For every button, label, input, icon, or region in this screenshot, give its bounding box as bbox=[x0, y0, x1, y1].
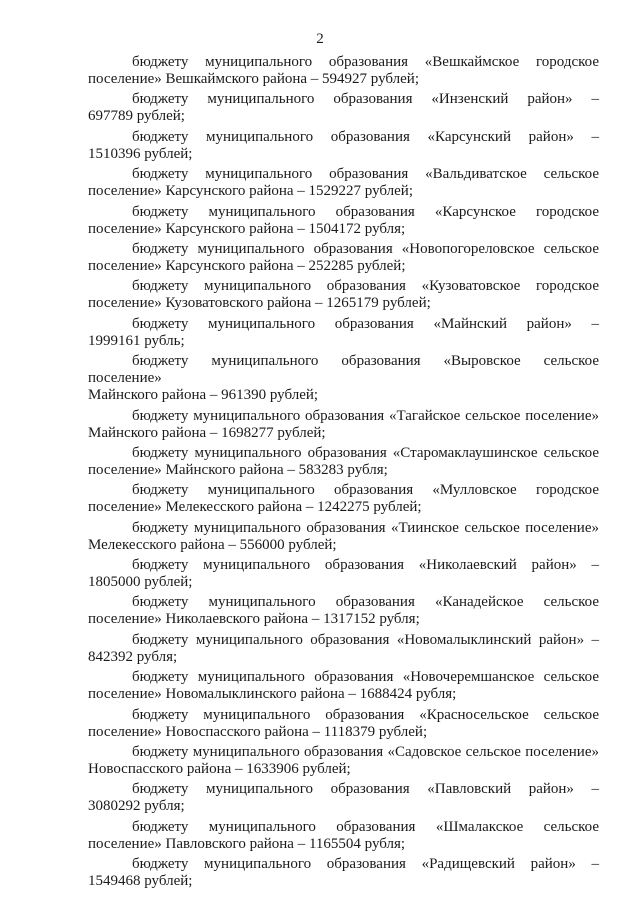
list-item bbox=[88, 856, 599, 890]
list-item bbox=[88, 445, 599, 479]
entry-first-line: бюджету муниципального образования «Мулловское городское bbox=[132, 482, 599, 499]
list-item bbox=[88, 278, 599, 312]
entry-second-line: поселение» Карсунского района – 1504172 рубля; bbox=[88, 220, 406, 237]
entry-first-line: бюджету муниципального образования «Новопогореловское сельское bbox=[132, 240, 599, 257]
list-item bbox=[88, 54, 599, 88]
list-item bbox=[88, 166, 599, 200]
page-number: 2 bbox=[316, 31, 324, 47]
entry-first-line: бюджету муниципального образования «Карсунский район» – bbox=[132, 128, 599, 145]
list-item bbox=[88, 819, 599, 853]
entry-second-line: поселение» Вешкаймского района – 594927 рублей; bbox=[88, 71, 419, 87]
entry-first-line: бюджету муниципального образования «Новочеремшанское сельское bbox=[132, 669, 599, 686]
entry-second-line: поселение» Майнского района – 583283 рубля; bbox=[88, 461, 388, 478]
entry-second-line: Майнского района – 961390 рублей; bbox=[88, 387, 319, 404]
entry-first-line: бюджету муниципального образования «Майнский район» – bbox=[132, 315, 599, 332]
entry-second-line: 842392 рубля; bbox=[88, 648, 178, 665]
list-item bbox=[88, 353, 599, 404]
list-item bbox=[88, 632, 599, 666]
list-item bbox=[88, 408, 599, 442]
entry-first-line: бюджету муниципального образования «Кузоватовское городское bbox=[132, 278, 599, 295]
entry-first-line: бюджету муниципального образования «Вешкаймское городское bbox=[132, 54, 599, 70]
entry-first-line: бюджету муниципального образования «Радищевский район» – bbox=[132, 856, 599, 873]
entry-first-line: бюджету муниципального образования «Шмалакское сельское bbox=[132, 818, 599, 835]
entry-second-line: поселение» Карсунского района – 1529227 рублей; bbox=[88, 183, 413, 200]
entry-first-line: бюджету муниципального образования «Карсунское городское bbox=[132, 203, 599, 220]
entry-first-line: бюджету муниципального образования «Тиинское сельское поселение» bbox=[132, 519, 599, 536]
list-item bbox=[88, 316, 599, 350]
entry-first-line: бюджету муниципального образования «Новомалыклинский район» – bbox=[132, 631, 599, 648]
list-item bbox=[88, 129, 599, 163]
entry-first-line: бюджету муниципального образования «Павловский район» – bbox=[132, 781, 599, 798]
entry-second-line: Мелекесского района – 556000 рублей; bbox=[88, 536, 337, 553]
list-item bbox=[88, 744, 599, 778]
entry-second-line: поселение» Кузоватовского района – 1265179 рублей; bbox=[88, 295, 431, 312]
entry-second-line: поселение» Карсунского района – 252285 рублей; bbox=[88, 257, 406, 274]
entry-first-line: бюджету муниципального образования «Николаевский район» – bbox=[132, 557, 599, 574]
entry-second-line: 1549468 рублей; bbox=[88, 873, 193, 890]
list-item bbox=[88, 707, 599, 741]
entry-first-line: бюджету муниципального образования «Тагайское сельское поселение» bbox=[132, 407, 599, 424]
entry-first-line: бюджету муниципального образования «Выровское сельское поселение» bbox=[88, 353, 599, 387]
entry-first-line: бюджету муниципального образования «Красносельское сельское bbox=[132, 706, 599, 723]
entry-second-line: Новоспасского района – 1633906 рублей; bbox=[88, 761, 351, 778]
entry-second-line: поселение» Новоспасского района – 1118379 рублей; bbox=[88, 723, 428, 740]
entry-second-line: поселение» Новомалыклинского района – 1688424 рубля; bbox=[88, 686, 457, 703]
list-item bbox=[88, 781, 599, 815]
entry-second-line: 697789 рублей; bbox=[88, 108, 185, 125]
list-item bbox=[88, 482, 599, 516]
entry-first-line: бюджету муниципального образования «Инзенский район» – bbox=[132, 91, 599, 108]
list-item bbox=[88, 520, 599, 554]
document-body bbox=[88, 54, 599, 894]
list-item bbox=[88, 669, 599, 703]
entry-first-line: бюджету муниципального образования «Старомаклаушинское сельское bbox=[132, 444, 599, 461]
entry-second-line: 1805000 рублей; bbox=[88, 574, 193, 591]
list-item bbox=[88, 241, 599, 275]
entry-second-line: поселение» Мелекесского района – 1242275 рублей; bbox=[88, 499, 422, 516]
entry-first-line: бюджету муниципального образования «Садовское сельское поселение» bbox=[132, 744, 599, 761]
entry-second-line: поселение» Николаевского района – 1317152 рубля; bbox=[88, 611, 420, 628]
entry-second-line: 3080292 рубля; bbox=[88, 798, 185, 815]
list-item bbox=[88, 557, 599, 591]
entry-second-line: поселение» Павловского района – 1165504 рубля; bbox=[88, 835, 406, 852]
entry-first-line: бюджету муниципального образования «Вальдиватское сельское bbox=[132, 166, 599, 183]
list-item bbox=[88, 204, 599, 238]
entry-second-line: 1510396 рублей; bbox=[88, 145, 193, 162]
list-item bbox=[88, 91, 599, 125]
list-item bbox=[88, 594, 599, 628]
entry-second-line: Майнского района – 1698277 рублей; bbox=[88, 424, 326, 441]
entry-second-line: 1999161 рубль; bbox=[88, 332, 185, 349]
entry-first-line: бюджету муниципального образования «Канадейское сельское bbox=[132, 594, 599, 611]
